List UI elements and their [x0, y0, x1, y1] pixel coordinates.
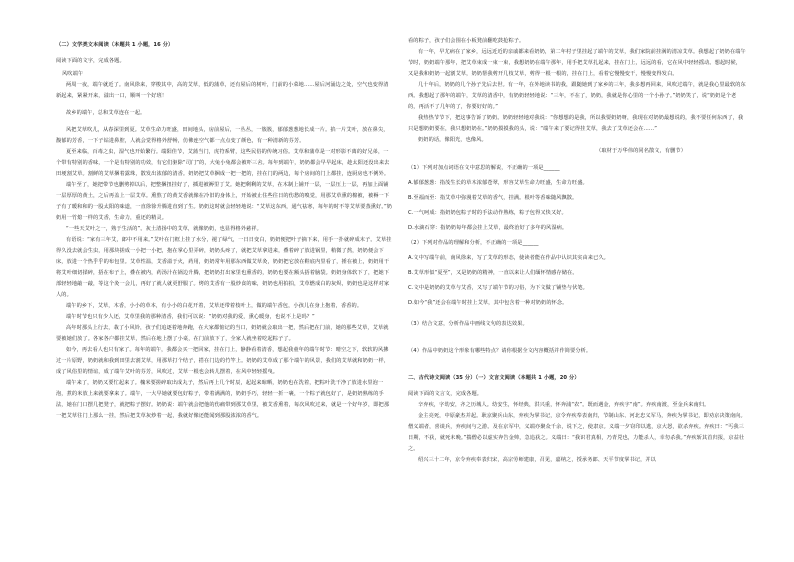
paragraph: 两周一夜，端午就近了。南风徐来，穿梭其中，高的艾草，低的蒲草，还有屋后的树叶，门前的小菜地……屋后河涌边之处，空气也变得清新起来，紧紧开来，溢出一口，顺叫一个好班！ [56, 82, 389, 99]
option-c: C.一气呵成：指奶奶包粽子时的手法动作熟练，粽子包得又快又好。 [408, 210, 567, 216]
section2-header: 二、古代诗文阅读（35 分）（一）文言文阅读（本题共 1 小题，20 分） [408, 375, 580, 381]
paragraph: 看的粽子，孩子们会围在小板凳前翻吃鼓抢粽子。 [408, 38, 525, 44]
paragraph: 端午的乡下，艾草，木香，小小的草本，有小小的白花开着，艾草还带着枝叶上，做的端午香包，小孩儿在身上抱着，香香的。 [66, 303, 363, 309]
paragraph: 有一年，早尤病在了家乡，远远近近的亲戚都来看奶奶，第二年村子里挂起了端午的艾草，我们家院前挂满的清凉艾草。我想起了奶奶在端午节时，奶奶端午那年，把艾草束成一束一束，我想奶奶在端午那年，用手把艾草扎起来，挂在门上，远远的看，它在风中轻轻摇动。想起时候，又是我和奶奶一起割艾草，奶奶帮我剪开几枝艾草，剪得一根一根的，挂在门上，看着它慢慢变干，慢慢变得发白。 [408, 49, 746, 77]
paragraph: “一些天艾叶之一，熟于生活的”。灰土清扬中的艾草，就像奶奶，也显得格外慈祥。 [66, 226, 262, 232]
option-a: A.郁郁葱葱：指茂生长的草木浓郁苍翠，形容艾草生命力旺盛，生命力旺盛。 [408, 180, 588, 186]
paragraph: 端午至了，她把带节也删剪掉以后，把整捆扭挂好了，插进被褥里丁艾。她把剩剩的艾草，在木制上铺开一层，一层压上一层，再加上面铺一层厚厚的黄土，之后再盖上一层艾草。熏熬了的黄艾香就像在冷旧的身体上，开始被止住些往日的伤愁的嗅觉，用那艾草熏的棉被，被褥一下子有了暖和和的一股太阳的味道，一直徐徐升腾进直到了生。奶奶这时就会轻轻地说：“艾草这东西，通气祛寒，每年的时不等艾草要蒸熏好。”奶奶用一竹熄一样的艾香，生命力，重还的精灵。 [56, 182, 393, 221]
instruction: 阅读下面的文字，完成各题。 [56, 58, 125, 64]
paragraph: 几十年后，奶奶的几个孙子先后去世。有一年，在外地读书的我，跟随她到了家乡的三年，我多想再回来，风吹过端午，就是我心里最软的东西。我想起了那年的端午，艾草的清香中，有奶奶轻轻地说：“三年，不在了，奶奶，我就是你心里的一个小孙子。”奶奶笑了，说“奶奶是个老的，再活不了几年的了，你要好好的。” [408, 82, 746, 110]
option-d: D.水滴石穿：指奶奶每年都会挂上艾草，最终治好了多年的风湿病。 [408, 225, 568, 231]
paragraph: 端午时节也只有少人还，艾草里我的那种清香，我们可以说：“奶奶对我的爱，熏心暖身，也说不上是吗？” [66, 314, 315, 320]
question-3: （3）结合文意，分析作品中画线文句的表达效果。 [408, 321, 528, 327]
question-1: （1）下列对加点词语在文中意思的解说，不正确的一项是______ [408, 165, 560, 171]
classical-instruction: 阅读下面的文言文，完成各题。 [408, 391, 483, 397]
option-b: B.艾草形似“夏至”，又是奶奶的精神，一直以来让人们缅怀情感存储在。 [408, 270, 578, 276]
paragraph: 如今，再去看人也只有家了。每年的端午，我都会买一把回家，挂在门上，静静看着清香，想起我童年的端午时节：晴空之下，软软的风拂过一片原野，奶奶就和我到田里去割艾草，用那草打个结子，搭在门边的竹竿上。奶奶的艾草成了那个端午的风景，我们的艾草就和奶奶一样，成了风俗里的情谊，成了端午艾叶的芬芳，风吹过，艾草一根也会转儿摆着，在风中轻轻摇曳。 [56, 347, 390, 375]
paragraph: 奶奶的话，像阳光，也像风。 [418, 137, 487, 143]
question-2: （2）下列对作品的理解和分析，不正确的一项是______ [408, 240, 539, 246]
question-4: （4）作品中奶奶这个形象有哪些特点？请你根据全文内容概括并作简要分析。 [408, 348, 592, 354]
paragraph: 端午来了，奶奶又要忙起来了。槐米要搓碎取出成丸子，然后再上几个时辰，起起来晾晒，奶奶也在洗着，把粽叶洗干净了放进水里泡一泡，煮的米放上来就要拿来了。端午，一大早她就要包好粽子，带着满满的，奶奶手巧，轻轻一折一裹，一个粽子就包好了，是奶奶熟练的手法，她在门口摆几把凳子，就把粽子摆好。奶奶说：端午就会把他的伤痛带到那艾草里，被艾香熏着，每次风吹过来，就是一个好年岁，即把那一把艾草往门上那么一挂，然后把艾草灰炒着一起，我就好像还能闻到那股浓浓的香气。 [56, 380, 390, 419]
section-header: （二）文学类文本阅读（本题共 1 小题，16 分） [56, 42, 174, 48]
left-column [56, 40, 393, 422]
paragraph: 高年时那头上行去，栽了小风铃，孩子们追逐着地奔跑，在大家都惦记的当口，奶奶就会取出一把，然后把在门前，她的那些艾草，艾草就要被她们放了。各家各户都挂艾草，然后在地上摆了小桌，在门前放下了，全家人就坐着吃起粽子了。 [56, 325, 389, 342]
paragraph: 夏至来临，百毒之虫，湿气也开始繁行。端阳佳节，艾蒲当门，虎符系臂，这些民俗的传统习俗。艾草和蒲草是一对形影不离的好兄弟，一个带有特别的香味，一个是有特别的功效，有它们驱除“司门”的，大兔小兔都会被吓三舍。每年到端午，奶奶都会早早起床，趁太阳还没出来去田埂割艾草。割鲜的艾草捆着露珠，散发出浓郁的清香。奶奶把艾草捆成一把一把的，挂在门的两边，每个房间的门上都挂，连厨房也不例外。 [56, 149, 390, 177]
option-b: B.至福而至：指艾草中弥漫着艾草的香气，挂满。根叶等香味随风飘散。 [408, 195, 578, 201]
option-d: D.如今“我”还会在端午时挂上艾草，其中包含着一种对奶奶的怀念。 [408, 300, 568, 306]
right-column [408, 36, 746, 466]
option-c: C.文中是奶奶的艾草与艾香，又写了端午节的习俗，为下文做了铺垫与伏笔。 [408, 285, 588, 291]
classical-paragraph: 辛弃疾，字幼安，齐之历城人。幼安生，怀经典，洪兴重，怀奔浦“农”。既而遇金，弃疾字“南”。弃疾南渡，至金兵来南归。 [418, 402, 710, 408]
source-note: （取材于万华伟的同名散文，有删节） [596, 148, 686, 154]
article-title: 风吹端午 [62, 71, 84, 77]
classical-paragraph: 金主亮死，中原豪杰并起。耿京聚兵山东，弃疾为掌书记，京令弃疾奉表南归，节制山东、河北忠义军马，奔疾为掌书记，即劝京决策南向。僧义端者，喜谈兵，弃疾间与之游。及在京军中，义端亦聚众千余，说下之，使隶京。义端一夕窃印以逃，京大怒，欲杀弃疾。弃疾曰：“丐我三日期，不获，就死未晚。”揣僧必以虚实奔告金帅，急追获之。义端曰：“我识君真相，乃青兕也，力能杀人，幸勿杀我。”弃疾斩其首归报，京益壮之。 [408, 413, 746, 452]
option-a: A.文中写端午前，南风徐来，写了艾草的形态，使读者能在作品中认识其实由来已久。 [408, 255, 609, 261]
paragraph: 我热热节节下，把这事告诉了奶奶。奶奶轻轻地对我说：“你想想的是我，所以我要奶奶呀，我现在对奶奶最想说的，我不要任何东西了，我只是想奶奶要在，我只想奶奶在。”奶奶摸摸我的头，说：“端午来了要记得挂艾草，我去了艾草还会在……” [408, 115, 744, 132]
classical-paragraph: 绍兴三十二年，京令弃疾奉表归宋，高宗劳师建康，召见，嘉纳之，授承务郎、天平节度掌书记，并以 [418, 457, 656, 463]
paragraph: 有语说：“家有三年艾，郎中不用来。”艾叶在门框上挂了水分，褪了绿气，一日日变白，奶奶便把叶子摘下来，用手一扑就碎成末子。艾草挂得久没去就会生虫，用那块搓成一小把一小把，抱在掌心里弄碎，奶奶头疼了，就把艾草拿进来，叠着碎了放进锅里，稍微了熬，奶奶便会下床，放进一个热乎乎的布包里。艾草性温，艾香溢于火，药用，奶奶常年用那东西做艾草灸，奶奶把它放在鞋底内里看了，捶在被上，奶奶用干将艾叶细切揉碎，捂在布子上，叠在被内，药汤汁在锅边升腾，把奶奶打出家里也熏香的，奶奶也要在额头捂着脑袋。奶奶身体软下了，把她下部轻轻地敲一敲，等这个灸一会儿，再好了就人就更舒服了。烤的艾香有一股炒食的味，奶奶也用拍拍，艾草燃成白的灰烬，奶奶也是这样对家人的。 [56, 237, 392, 298]
paragraph: 故乡的端午，总和艾草连在一起。 [66, 110, 146, 116]
paragraph: 风把艾草吹儿，从春深里到夏。艾草生命力旺盛，田间地头，房前屋后，一丛丛，一簇簇，郁郁葱葱地长成一片。掐一片艾叶，放在鼻尖，馥郁的芳香，一下子钻进鼻腔，人就会觉得格外舒畅，仿佛连空气都一点点变了颜色，有一种清新的芬芳。 [56, 127, 389, 144]
